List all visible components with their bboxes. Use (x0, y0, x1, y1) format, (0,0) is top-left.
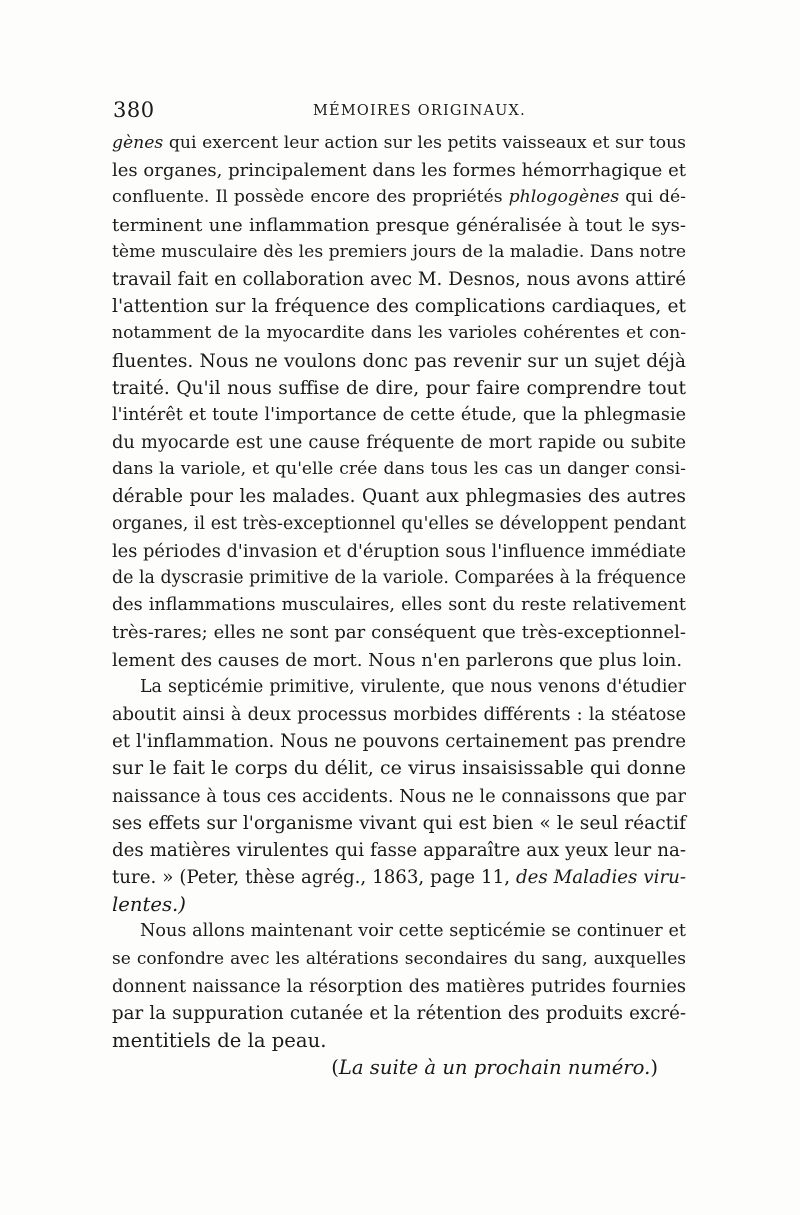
text-line: traité. Qu'il nous suffise de dire, pour faire comprendre tout (112, 377, 686, 399)
continuation-note (112, 1054, 686, 1081)
text-line: par la suppuration cutanée et la rétention des produits excré- (112, 1003, 686, 1024)
text-line: dans la variole, et qu'elle crée dans tous les cas un danger consi- (112, 459, 686, 480)
text-line (112, 184, 686, 211)
text-line: les organes, principalement dans les formes hémorrhagique et (112, 160, 686, 182)
text-line: lentes.) (112, 893, 186, 917)
italic-text: La suite à un prochain numéro. (338, 1056, 651, 1080)
text-line: l'intérêt et toute l'importance de cette étude, que la phlegmasie (112, 404, 686, 425)
text-line: ses effets sur l'organisme vivant qui est bien « le seul réactif (112, 812, 686, 834)
text-line: terminent une inflammation presque généralisée à tout le sys- (112, 214, 686, 236)
text-run: qui dé- (619, 187, 686, 208)
text-line: du myocarde est une cause fréquente de mort rapide ou subite (112, 432, 686, 454)
text-run: ture. » (Peter, thèse agrég., 1863, page 11, (112, 867, 516, 889)
text-line: La septicémie primitive, virulente, que nous venons d'étudier (140, 676, 686, 697)
text-run: ) (650, 1056, 658, 1080)
italic-text: des Maladies viru- (515, 867, 686, 889)
text-line: l'attention sur la fréquence des complications cardiaques, et (112, 296, 686, 318)
text-line: dérable pour les malades. Quant aux phlegmasies des autres (112, 486, 686, 508)
text-line: sur le fait le corps du délit, ce virus insaisissable qui donne (112, 757, 686, 780)
text-line (112, 130, 686, 157)
running-head (113, 98, 685, 126)
text-line: lement des causes de mort. Nous n'en parlerons que plus loin. (112, 649, 683, 671)
text-line: des inflammations musculaires, elles sont du reste relativement (112, 595, 686, 616)
text-line (112, 864, 686, 891)
text-line: fluentes. Nous ne voulons donc pas revenir sur un sujet déjà (112, 350, 686, 372)
body-text (112, 130, 686, 1082)
text-line: mentitiels de la peau. (112, 1029, 327, 1053)
text-line: tème musculaire dès les premiers jours de la maladie. Dans notre (112, 241, 686, 262)
text-line: les périodes d'invasion et d'éruption sous l'influence immédiate (112, 540, 686, 562)
text-line: des matières virulentes qui fasse apparaître aux yeux leur na- (112, 839, 686, 861)
italic-text: gènes (112, 133, 164, 153)
text-line: et l'inflammation. Nous ne pouvons certainement pas prendre (112, 731, 686, 753)
text-line: travail fait en collaboration avec M. Desnos, nous avons attiré (112, 268, 686, 290)
text-line: donnent naissance la résorption des matières putrides fournies (112, 975, 686, 997)
text-line: organes, il est très-exceptionnel qu'elles se développent pendant (112, 513, 686, 534)
page-number: 380 (113, 98, 155, 122)
text-line: de la dyscrasie primitive de la variole. Comparées à la fréquence (112, 568, 686, 588)
text-run: confluente. Il possède encore des propriétés (112, 187, 509, 208)
text-line: Nous allons maintenant voir cette septicémie se continuer et (140, 921, 686, 942)
text-run: ( (331, 1056, 339, 1080)
text-run: qui exercent leur action sur les petits vaisseaux et sur tous (163, 133, 686, 153)
text-line: très-rares; elles ne sont par conséquent que très-exceptionnel- (112, 622, 686, 644)
text-line: se confondre avec les altérations secondaires du sang, auxquelles (112, 948, 686, 969)
text-line: notamment de la myocardite dans les varioles cohérentes et con- (112, 323, 686, 344)
italic-text: phlogogènes (508, 187, 620, 208)
text-line: aboutit ainsi à deux processus morbides différents : la stéatose (112, 703, 686, 725)
running-title: MÉMOIRES ORIGINAUX. (313, 103, 526, 119)
text-line: naissance à tous ces accidents. Nous ne le connaissons que par (112, 785, 686, 807)
